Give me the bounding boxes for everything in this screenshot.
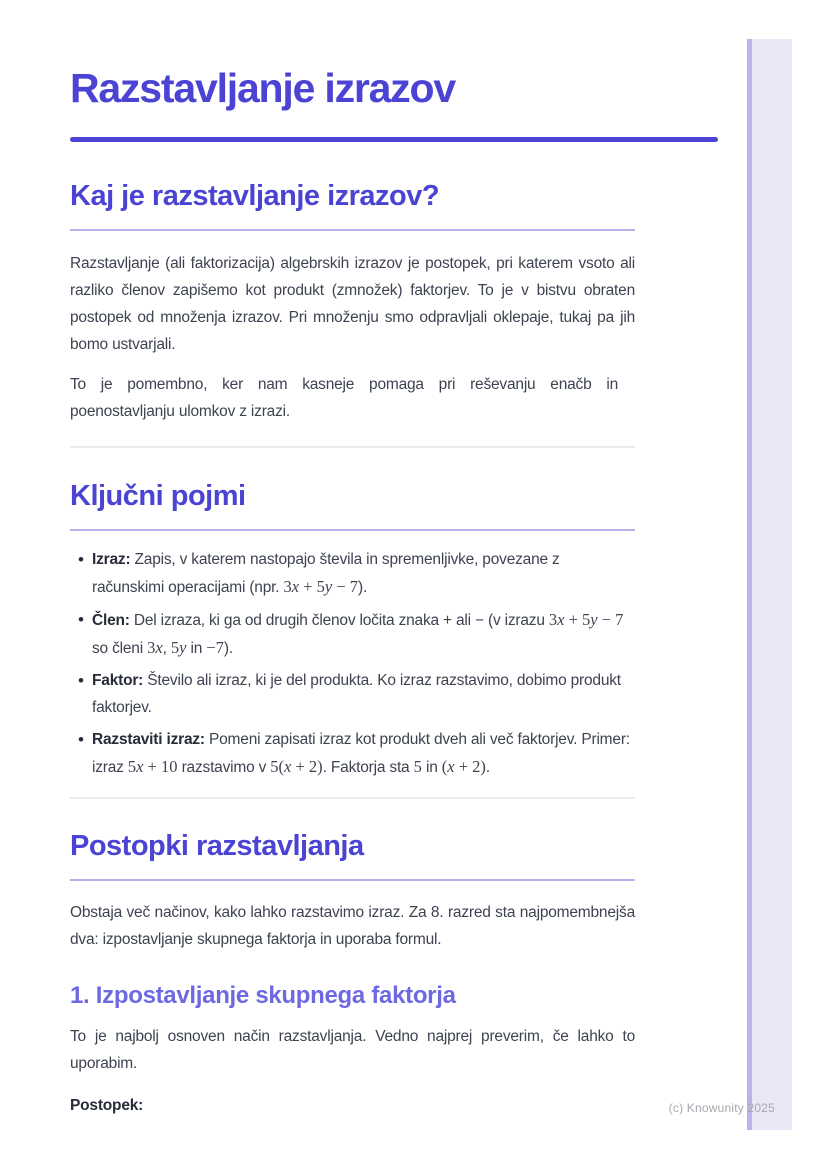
term-item-faktor: • Faktor: Število ali izraz, ki je del produkta. Ko izraz razstavimo, dobimo produkt faktorjev. [92, 667, 635, 721]
section-intro [70, 179, 705, 425]
page-title: Razstavljanje izrazov [70, 65, 455, 111]
intro-paragraph-1: Razstavljanje (ali faktorizacija) algebrskih izrazov je postopek, pri katerem vsoto ali razliko členov zapišemo kot produkt (zmnožek) faktorjev. To je v bistvu obraten postopek od množenja izrazov. Pri množenju smo odpravljali oklepaje, tukaj pa jih bomo ustvarjali. [70, 254, 635, 353]
section-heading-methods: Postopki razstavljanja [70, 829, 635, 881]
methods-paragraph-1: Obstaja več načinov, kako lahko razstavimo izraz. Za 8. razred sta najpomembnejša dva: izpostavljanje skupnega faktorja in uporaba formul. [70, 903, 635, 948]
section-terms [70, 479, 705, 781]
section-heading-intro: Kaj je razstavljanje izrazov? [70, 179, 635, 231]
term-list [70, 546, 635, 781]
title-rule [70, 137, 718, 142]
section-methods [70, 829, 705, 1120]
intro-paragraph-2: To je pomembno, ker nam kasneje pomaga pri reševanju enačb in poenostavljanju ulomkov z izrazi. [70, 375, 618, 420]
page-edge-accent-bar [747, 39, 792, 1130]
section-divider [70, 797, 635, 799]
term-item-izraz: • Izraz: Zapis, v katerem nastopajo števila in spremenljivke, povezane z računskimi operacijami (npr. 3x + 5y − 7). [92, 546, 635, 601]
procedure-label: Postopek: [70, 1097, 144, 1115]
section-heading-terms: Ključni pojmi [70, 479, 635, 531]
section-divider [70, 446, 635, 448]
subsection-heading-common-factor: 1. Izpostavljanje skupnega faktorja [70, 981, 456, 1009]
term-item-clen: • Člen: Del izraza, ki ga od drugih členov ločita znaka + ali − (v izrazu 3x + 5y − 7 so členi 3x, 5y in −7). [92, 606, 635, 662]
common-factor-paragraph-1: To je najbolj osnoven način razstavljanja. Vedno najprej preverim, če lahko to uporabim. [70, 1028, 635, 1073]
copyright-note: (c) Knowunity 2025 [668, 1101, 775, 1115]
term-item-razstaviti-izraz: • Razstaviti izraz: Pomeni zapisati izraz kot produkt dveh ali več faktorjev. Primer: izraz 5x + 10 razstavimo v 5(x + 2). Faktorja sta 5 in (x + 2). [92, 726, 635, 781]
